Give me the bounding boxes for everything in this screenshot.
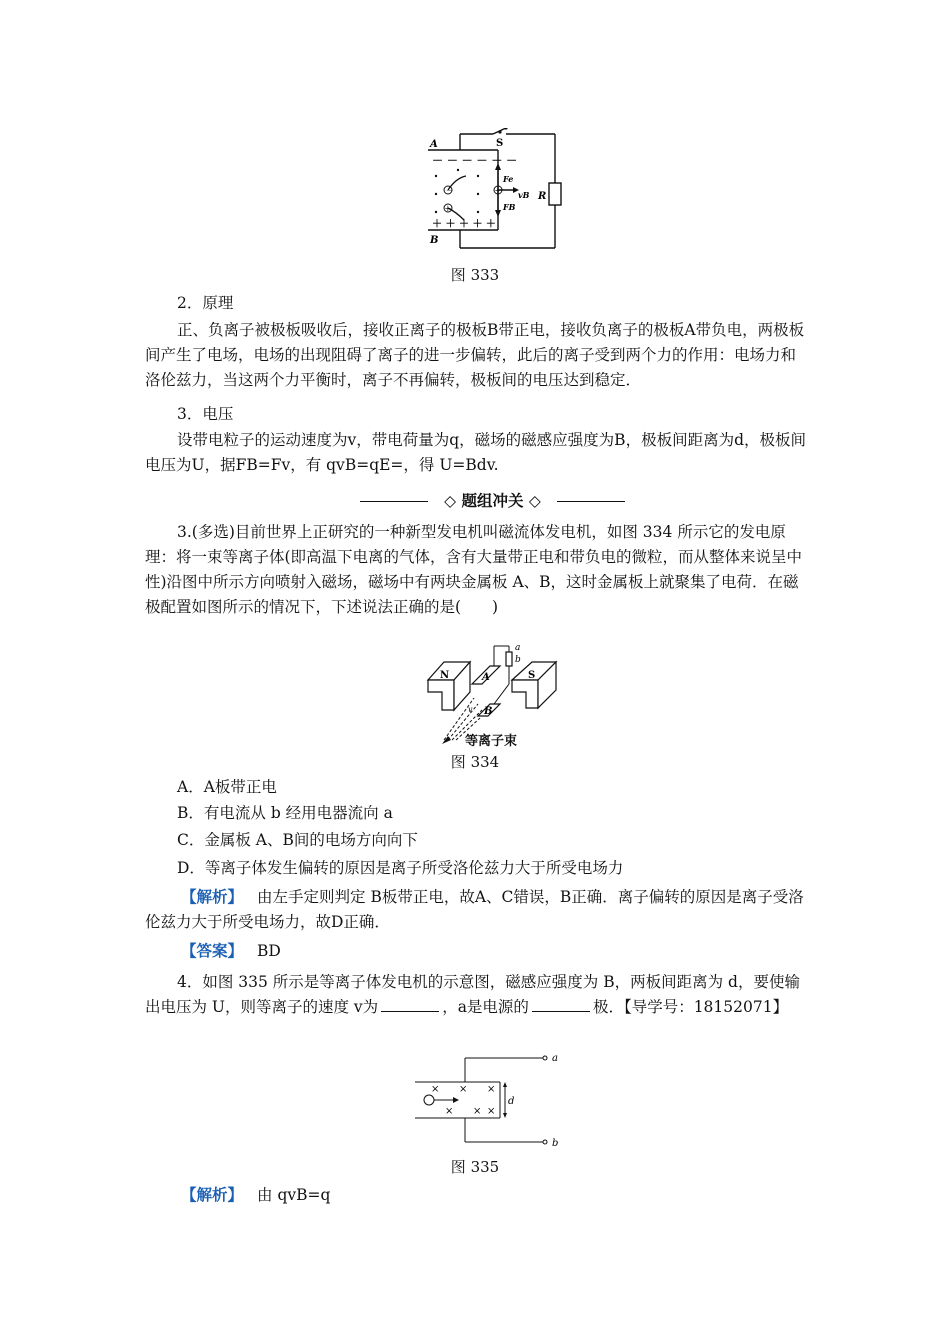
q4-stem-part2: ，a是电源的	[442, 998, 529, 1016]
q4-stem-part3: 极．【导学号：18152071】	[592, 998, 789, 1016]
q3-stem: 3.(多选)目前世界上正研究的一种新型发电机叫磁流体发电机，如图 334 所示它的发电原理：将一束等离子体(即高温下电离的气体，含有大量带正电和带负电的微粒，而从整体来说呈中性)沿图中所示方向喷射入磁场，磁场中有两块金属板 A、B，这时金属板上就聚集了电荷．在磁极配置如图所示的情况下，下述说法正确的是( )	[145, 523, 803, 616]
label-N: N	[440, 670, 450, 681]
label-b: b	[552, 1138, 559, 1149]
q3-analysis	[145, 884, 810, 935]
principle-heading: 2．原理	[177, 294, 234, 312]
label-R: R	[538, 191, 547, 202]
q3-answer	[145, 938, 810, 964]
answer-blank-polarity[interactable]	[532, 997, 590, 1012]
label-v: v	[468, 705, 473, 714]
q3-option-d: D．等离子体发生偏转的原因是离子所受洛伦兹力大于所受电场力	[177, 859, 624, 877]
label-S-pole: S	[528, 670, 536, 681]
figure-333-circuit	[418, 128, 568, 253]
q3-option-b: B．有电流从 b 经用电器流向 a	[177, 804, 393, 822]
voltage-heading: 3．电压	[177, 405, 234, 423]
q3-answer-text: BD	[257, 942, 281, 960]
answer-blank-velocity[interactable]	[381, 997, 439, 1012]
label-plate-A: A	[482, 672, 490, 683]
svg-text:+: +	[494, 186, 502, 195]
svg-text:×: ×	[459, 1084, 468, 1095]
figure-334-beam-label: 等离子束	[464, 734, 517, 749]
svg-text:×: ×	[487, 1106, 496, 1117]
divider-title: ◇ 题组冲关 ◇	[444, 491, 541, 510]
answer-tag: 【答案】	[181, 941, 244, 960]
label-FB: FB	[503, 202, 516, 212]
q4-analysis	[145, 1182, 810, 1208]
figure-335-caption: 图 335	[450, 1158, 500, 1176]
q4-analysis-text: 由 qvB=q	[257, 1186, 331, 1204]
label-a: a	[515, 643, 521, 653]
svg-text:×: ×	[487, 1084, 496, 1095]
q3-option-c: C．金属板 A、B间的电场方向向下	[177, 831, 418, 849]
label-d: d	[508, 1096, 515, 1107]
figure-333-caption: 图 333	[450, 266, 500, 284]
svg-text:－: －	[445, 186, 454, 195]
svg-text:×: ×	[445, 1106, 454, 1117]
label-S: S	[496, 138, 504, 149]
svg-text:＋ ＋ ＋ ＋ ＋: ＋ ＋ ＋ ＋ ＋	[432, 219, 496, 230]
svg-text:×: ×	[431, 1084, 440, 1095]
label-b: b	[515, 655, 521, 665]
svg-text:－ － － － － －: － － － － － －	[432, 154, 518, 167]
q3-option-a: A．A板带正电	[177, 778, 277, 796]
figure-334-caption: 图 334	[450, 753, 500, 771]
label-a: a	[552, 1053, 558, 1064]
analysis-tag: 【解析】	[181, 887, 244, 906]
q4-stem	[145, 970, 810, 1020]
label-Fe: Fe	[503, 174, 514, 184]
q4-stem-part1: 4．如图 335 所示是等离子体发电机的示意图，磁感应强度为 B，两板间距离为 d，要使输出电压为 U，则等离子的速度 v为	[145, 973, 800, 1016]
label-A: A	[430, 139, 438, 150]
voltage-text: 设带电粒子的运动速度为v，带电荷量为q，磁场的磁感应强度为B，极板间距离为d，极板间电压为U，据FB=Fv，有 qvB=qE=，得 U=Bdv.	[145, 431, 806, 474]
svg-text:+: +	[444, 204, 452, 213]
label-vB: vB	[518, 190, 530, 200]
svg-text:×: ×	[473, 1106, 482, 1117]
q3-analysis-text: 由左手定则判定 B板带正电，故A、C错误，B正确．离子偏转的原因是离子受洛伦兹力大于所受电场力，故D正确．	[145, 888, 804, 931]
section-divider	[360, 490, 625, 512]
analysis-tag: 【解析】	[181, 1185, 244, 1204]
principle-text: 正、负离子被极板吸收后，接收正离子的极板B带正电，接收负离子的极板A带负电，两极板间产生了电场，电场的出现阻碍了离子的进一步偏转，此后的离子受到两个力的作用：电场力和洛伦兹力，当这两个力平衡时，离子不再偏转，极板间的电压达到稳定．	[145, 321, 805, 389]
figure-335-plasma-generator	[415, 1052, 565, 1152]
label-B: B	[430, 235, 439, 246]
label-plate-B: B	[484, 706, 493, 717]
